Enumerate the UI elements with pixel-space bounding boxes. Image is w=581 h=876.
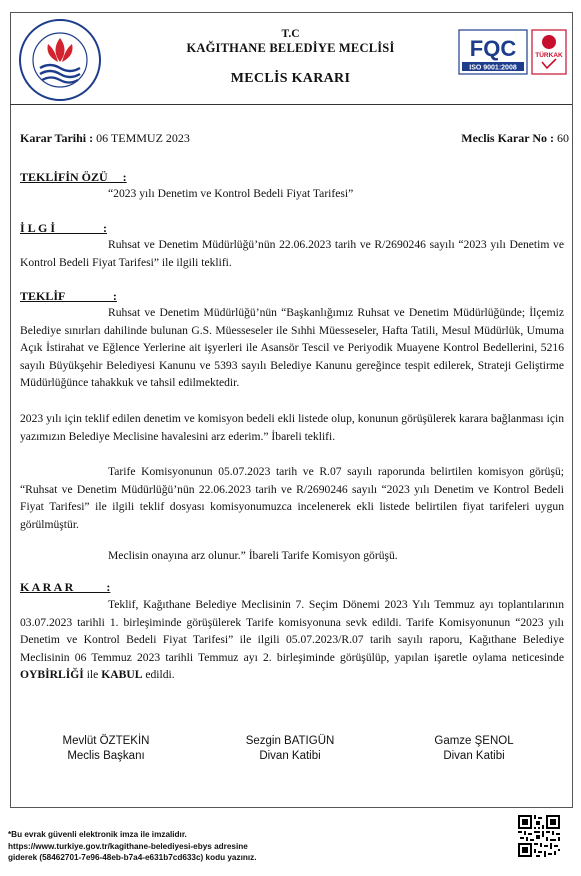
proposal-text: Ruhsat ve Denetim Müdürlüğü’nün “Başkanlığımız Ruhsat ve Denetim Müdürlüğünde; İlçemiz Belediye sınırları dahilinde bulunan G.S. Müesseseler ile Sıhhi Müesseseler, Hafta Tatili, Mesul Müdürlük, Umuma Açık İstirahat ve Eğlence Yerlerine ait işyerleri ile Asansör Tescil ve Periyodik Muayene Kontrol Bedellerini, 5216 sayılı Büyükşehir Belediyesi Kanunu ve 5393 sayılı Belediye Kanunu gereğince tespit edilerek, Strateji Geliştirme Müdürlüğünce tahakkuk ve tahsil edilmektedir. <box>20 306 564 390</box>
date-value: 06 TEMMUZ 2023 <box>96 131 190 145</box>
signature-role: Divan Katibi <box>259 750 321 762</box>
council-name: KAĞITHANE BELEDİYE MECLİSİ <box>186 41 395 55</box>
signature-name: Sezgin BATIGÜN <box>245 735 335 747</box>
number-label: Meclis Karar No : <box>461 131 554 145</box>
certification-logo <box>458 24 568 78</box>
unanimous-text: OYBİRLİĞİ <box>20 668 84 682</box>
signature-name: Gamze ŞENOL <box>434 735 514 747</box>
tc-label: T.C <box>281 28 300 40</box>
decision-number <box>461 131 569 146</box>
footer-line-3: giderek (58462701-7e96-48eb-b7a4-e631b7cd633c) kodu yazınız. <box>8 853 257 862</box>
decision-label: K A R A R : <box>20 580 111 594</box>
fqc-text: FQC <box>469 36 517 61</box>
signature-role: Divan Katibi <box>443 750 505 762</box>
decision-text: Teklif, Kağıthane Belediye Meclisinin 7. Seçim Dönemi 2023 Yılı Temmuz ayı toplantılarının 03.07.2023 tarihli 1. birleşiminde görüşülerek Tarife komisyonuna sevk edildi. Tarife Komisyonunun “2023 yılı Denetim ve Kontrol Bedeli Fiyat Tarifesi” ile ilgili 05.07.2023/R.07 tarih sayılı raporu, Kağıthane Belediye Meclisinin 06 Temmuz 2023 tarihli Temmuz ayı 2. birleşiminde görüşülüp, yapılan işaretle oylama neticesinde OYBİRLİĞİ ile KABUL edildi. <box>20 598 564 682</box>
commission-text-2: Meclisin onayına arz olunur.” İbareli Tarife Komisyon görüşü. <box>108 549 398 562</box>
signature-role: Meclis Başkanı <box>67 750 145 762</box>
reference-label: İ L G İ : <box>20 221 108 235</box>
signature-name: Mevlüt ÖZTEKİN <box>62 735 150 747</box>
header-divider <box>10 104 572 105</box>
reference-text: Ruhsat ve Denetim Müdürlüğü’nün 22.06.2023 tarih ve R/2690246 sayılı “2023 yılı Denetim ve Kontrol Bedeli Fiyat Tarifesi” ile ilgili teklifi. <box>20 238 564 269</box>
proposal-label: TEKLİF : <box>20 289 117 303</box>
accepted-text: KABUL <box>101 668 143 682</box>
page-title: MECLİS KARARI <box>230 71 351 86</box>
number-value: 60 <box>557 131 569 145</box>
signature-chair <box>21 734 191 764</box>
qr-code-icon <box>518 815 560 857</box>
e-signature-footer <box>8 829 257 864</box>
footer-line-2[interactable]: https://www.turkiye.gov.tr/kagithane-belediyesi-ebys adresine <box>8 841 248 851</box>
summary-label: TEKLİFİN ÖZÜ : <box>20 170 127 184</box>
signature-clerk-1 <box>205 734 375 764</box>
proposal-text-2: 2023 yılı için teklif edilen denetim ve komisyon bedeli ekli listede olup, konunun görüşülerek karara bağlanması için yazımızın Belediye Meclisine havalesini arz ederim.” İbareli teklifi. <box>20 412 564 443</box>
iso-text: ISO 9001:2008 <box>469 64 517 72</box>
commission-text: Tarife Komisyonunun 05.07.2023 tarih ve R.07 sayılı raporunda belirtilen komisyon görüşü; “Ruhsat ve Denetim Müdürlüğü’nün 22.06.2023 tarih ve R/2690246 sayılı “2023 yılı Denetim ve Kontrol Bedeli Fiyat Tarifesi” ile ilgili teklif dosyası komisyonumuzca incelenerek ekli listede belirtilen fiyat tarifeleri uygun görülmüştür. <box>20 465 564 531</box>
turkak-text: TÜRKAK <box>535 52 563 59</box>
summary-text: “2023 yılı Denetim ve Kontrol Bedeli Fiyat Tarifesi” <box>108 187 354 200</box>
footer-line-1: *Bu evrak güvenli elektronik imza ile imzalidır. <box>8 830 187 839</box>
date-label: Karar Tarihi : <box>20 131 94 145</box>
signature-clerk-2 <box>389 734 559 764</box>
decision-date <box>20 131 190 146</box>
